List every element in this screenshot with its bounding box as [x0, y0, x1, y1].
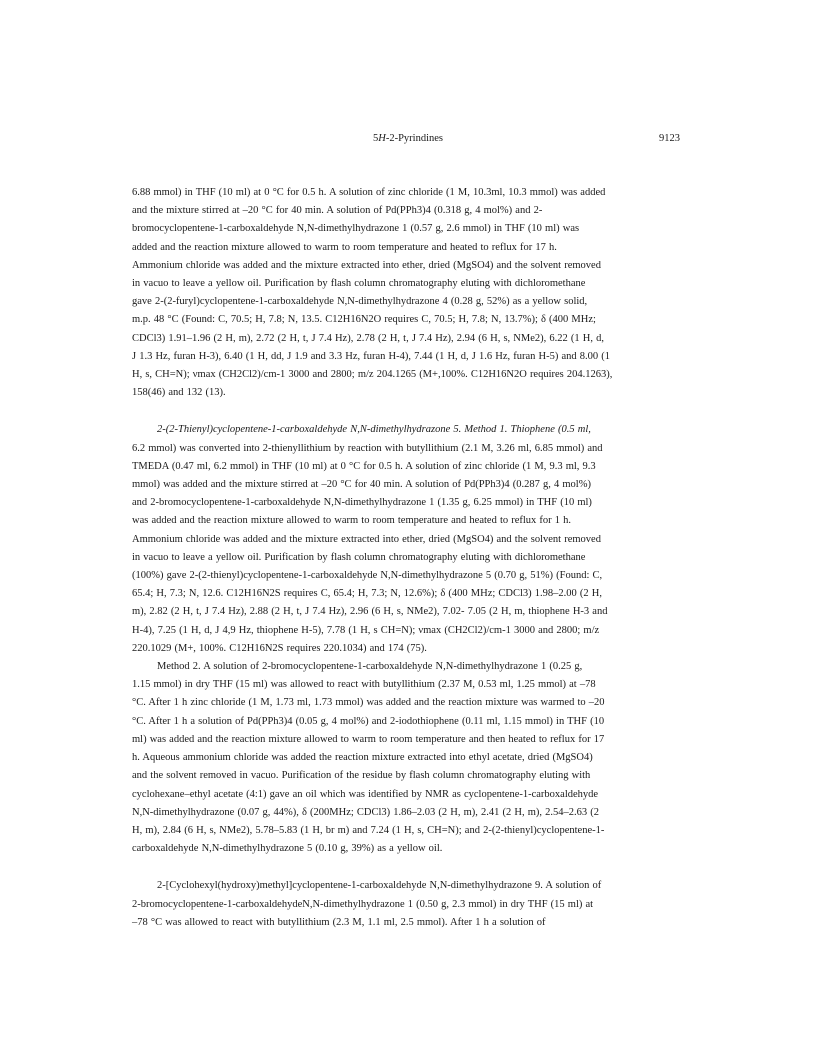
text-line: H, s, CH=N); νmax (CH2Cl2)/cm-1 3000 and 2800; m/z 204.1265 (M+,100%. C12H16N2O requires 204.1263),	[132, 369, 613, 381]
paragraph-spacer	[132, 402, 686, 421]
text-line: was added and the reaction mixture allowed to warm to room temperature and heated to reflux for 1 h.	[132, 515, 572, 527]
text-line: in vacuo to leave a yellow oil. Purification by flash column chromatography eluting with dichloromethane	[132, 551, 586, 563]
paragraph-thienyl-method-2	[132, 658, 686, 858]
text-line: ml) was added and the reaction mixture allowed to warm to room temperature and then heated to reflux for 17	[132, 733, 605, 745]
text-line: and 2-bromocyclopentene-1-carboxaldehyde N,N-dimethylhydrazone 1 (1.35 g, 6.25 mmol) in THF (10 ml)	[132, 497, 592, 509]
paragraph-furyl-hydrazone-synthesis	[132, 184, 686, 402]
text-line: and the solvent removed in vacuo. Purification of the residue by flash column chromatography eluting with	[132, 770, 591, 782]
text-line: 2-[Cyclohexyl(hydroxy)methyl]cyclopentene-1-carboxaldehyde N,N-dimethylhydrazone 9. A solution of	[157, 880, 602, 892]
text-line: H, m), 2.84 (6 H, s, NMe2), 5.78–5.83 (1 H, br m) and 7.24 (1 H, s, CH=N); and 2-(2-thienyl)cyclopentene-1-	[132, 824, 605, 836]
page-number: 9123	[659, 133, 680, 144]
paragraph-spacer	[132, 858, 686, 877]
text-line: TMEDA (0.47 ml, 6.2 mmol) in THF (10 ml) at 0 °C for 0.5 h. A solution of zinc chloride (1 M, 9.3 ml, 9.3	[132, 460, 596, 472]
running-head	[0, 133, 816, 151]
text-line: added and the reaction mixture allowed to warm to room temperature and heated to reflux for 17 h.	[132, 241, 557, 253]
text-line: 220.1029 (M+, 100%. C12H16N2S requires 220.1034) and 174 (75).	[132, 642, 427, 654]
text-line: gave 2-(2-furyl)cyclopentene-1-carboxaldehyde N,N-dimethylhydrazone 4 (0.28 g, 52%) as a yellow solid,	[132, 296, 588, 308]
paragraph-thienyl-method-1	[132, 421, 686, 658]
text-line: m), 2.82 (2 H, t, J 7.4 Hz), 2.88 (2 H, t, J 7.4 Hz), 2.96 (6 H, s, NMe2), 7.02- 7.05 (2 H, m, thiophene H-3 and	[132, 606, 608, 618]
paragraph-cyclohexyl-hydrazone	[132, 877, 686, 932]
text-line: 2-bromocyclopentene-1-carboxaldehydeN,N-dimethylhydrazone 1 (0.50 g, 2.3 mmol) in dry THF (15 ml) at	[132, 898, 594, 910]
text-line: °C. After 1 h a solution of Pd(PPh3)4 (0.05 g, 4 mol%) and 2-iodothiophene (0.11 ml, 1.15 mmol) in THF (10	[132, 715, 605, 727]
text-line: 1.15 mmol) in dry THF (15 ml) was allowed to react with butyllithium (2.37 M, 0.53 ml, 1.25 mmol) at –78	[132, 679, 596, 691]
text-line: cyclohexane–ethyl acetate (4:1) gave an oil which was identified by NMR as cyclopentene-1-carboxaldehyde	[132, 788, 599, 800]
text-line: N,N-dimethylhydrazone (0.07 g, 44%), δ (200MHz; CDCl3) 1.86–2.03 (2 H, m), 2.41 (2 H, m), 2.54–2.63 (2	[132, 806, 600, 818]
text-line: Ammonium chloride was added and the mixture extracted into ether, dried (MgSO4) and the solvent removed	[132, 533, 601, 545]
text-line: and the mixture stirred at –20 °C for 40 min. A solution of Pd(PPh3)4 (0.318 g, 4 mol%) and 2-	[132, 205, 543, 217]
text-line: (100%) gave 2-(2-thienyl)cyclopentene-1-carboxaldehyde N,N-dimethylhydrazone 5 (0.70 g, 51%) (Found: C,	[132, 570, 603, 582]
text-line: m.p. 48 °C (Found: C, 70.5; H, 7.8; N, 13.5. C12H16N2O requires C, 70.5; H, 7.8; N, 13.7%); δ (400 MHz;	[132, 314, 596, 326]
text-line: h. Aqueous ammonium chloride was added the reaction mixture extracted into ethyl acetate, dried (MgSO4)	[132, 752, 593, 764]
article-body	[132, 184, 686, 932]
text-line: –78 °C was allowed to react with butyllithium (2.3 M, 1.1 ml, 2.5 mmol). After 1 h a solution of	[132, 916, 546, 928]
text-line: 6.2 mmol) was converted into 2-thienyllithium by reaction with butyllithium (2.1 M, 3.26 ml, 6.85 mmol) and	[132, 442, 603, 454]
text-line: bromocyclopentene-1-carboxaldehyde N,N-dimethylhydrazone 1 (0.57 g, 2.6 mmol) in THF (10 ml) was	[132, 223, 580, 235]
text-line: 65.4; H, 7.3; N, 12.6. C12H16N2S requires C, 65.4; H, 7.3; N, 12.6%); δ (400 MHz; CDCl3) 1.98–2.00 (2 H,	[132, 588, 603, 600]
text-line: mmol) was added and the mixture stirred at –20 °C for 40 min. A solution of Pd(PPh3)4 (0.287 g, 4 mol%)	[132, 479, 591, 491]
text-line: J 1.3 Hz, furan H-3), 6.40 (1 H, dd, J 1.9 and 3.3 Hz, furan H-4), 7.44 (1 H, d, J 1.6 Hz, furan H-5) and 8.00 (1	[132, 350, 611, 362]
text-line: Method 2. A solution of 2-bromocyclopentene-1-carboxaldehyde N,N-dimethylhydrazone 1 (0.25 g,	[157, 661, 583, 673]
text-line: °C. After 1 h zinc chloride (1 M, 1.73 ml, 1.73 mmol) was added and the reaction mixture was warmed to –20	[132, 697, 605, 709]
running-title: 5H-2-Pyrindines	[372, 133, 443, 144]
text-line: 158(46) and 132 (13).	[132, 387, 226, 399]
text-line: 2-(2-Thienyl)cyclopentene-1-carboxaldehyde N,N-dimethylhydrazone 5. Method 1. Thiophene (0.5 ml,	[157, 424, 591, 436]
text-line: H-4), 7.25 (1 H, d, J 4,9 Hz, thiophene H-5), 7.78 (1 H, s CH=N); νmax (CH2Cl2)/cm-1 3000 and 2800; m/z	[132, 624, 600, 636]
text-line: CDCl3) 1.91–1.96 (2 H, m), 2.72 (2 H, t, J 7.4 Hz), 2.78 (2 H, t, J 7.4 Hz), 2.94 (6 H, s, NMe2), 6.22 (1 H, d,	[132, 332, 604, 344]
text-line: in vacuo to leave a yellow oil. Purification by flash column chromatography eluting with dichloromethane	[132, 278, 586, 290]
text-line: carboxaldehyde N,N-dimethylhydrazone 5 (0.10 g, 39%) as a yellow oil.	[132, 843, 443, 855]
text-line: Ammonium chloride was added and the mixture extracted into ether, dried (MgSO4) and the solvent removed	[132, 259, 601, 271]
text-line: 6.88 mmol) in THF (10 ml) at 0 °C for 0.5 h. A solution of zinc chloride (1 M, 10.3ml, 10.3 mmol) was added	[132, 187, 606, 198]
